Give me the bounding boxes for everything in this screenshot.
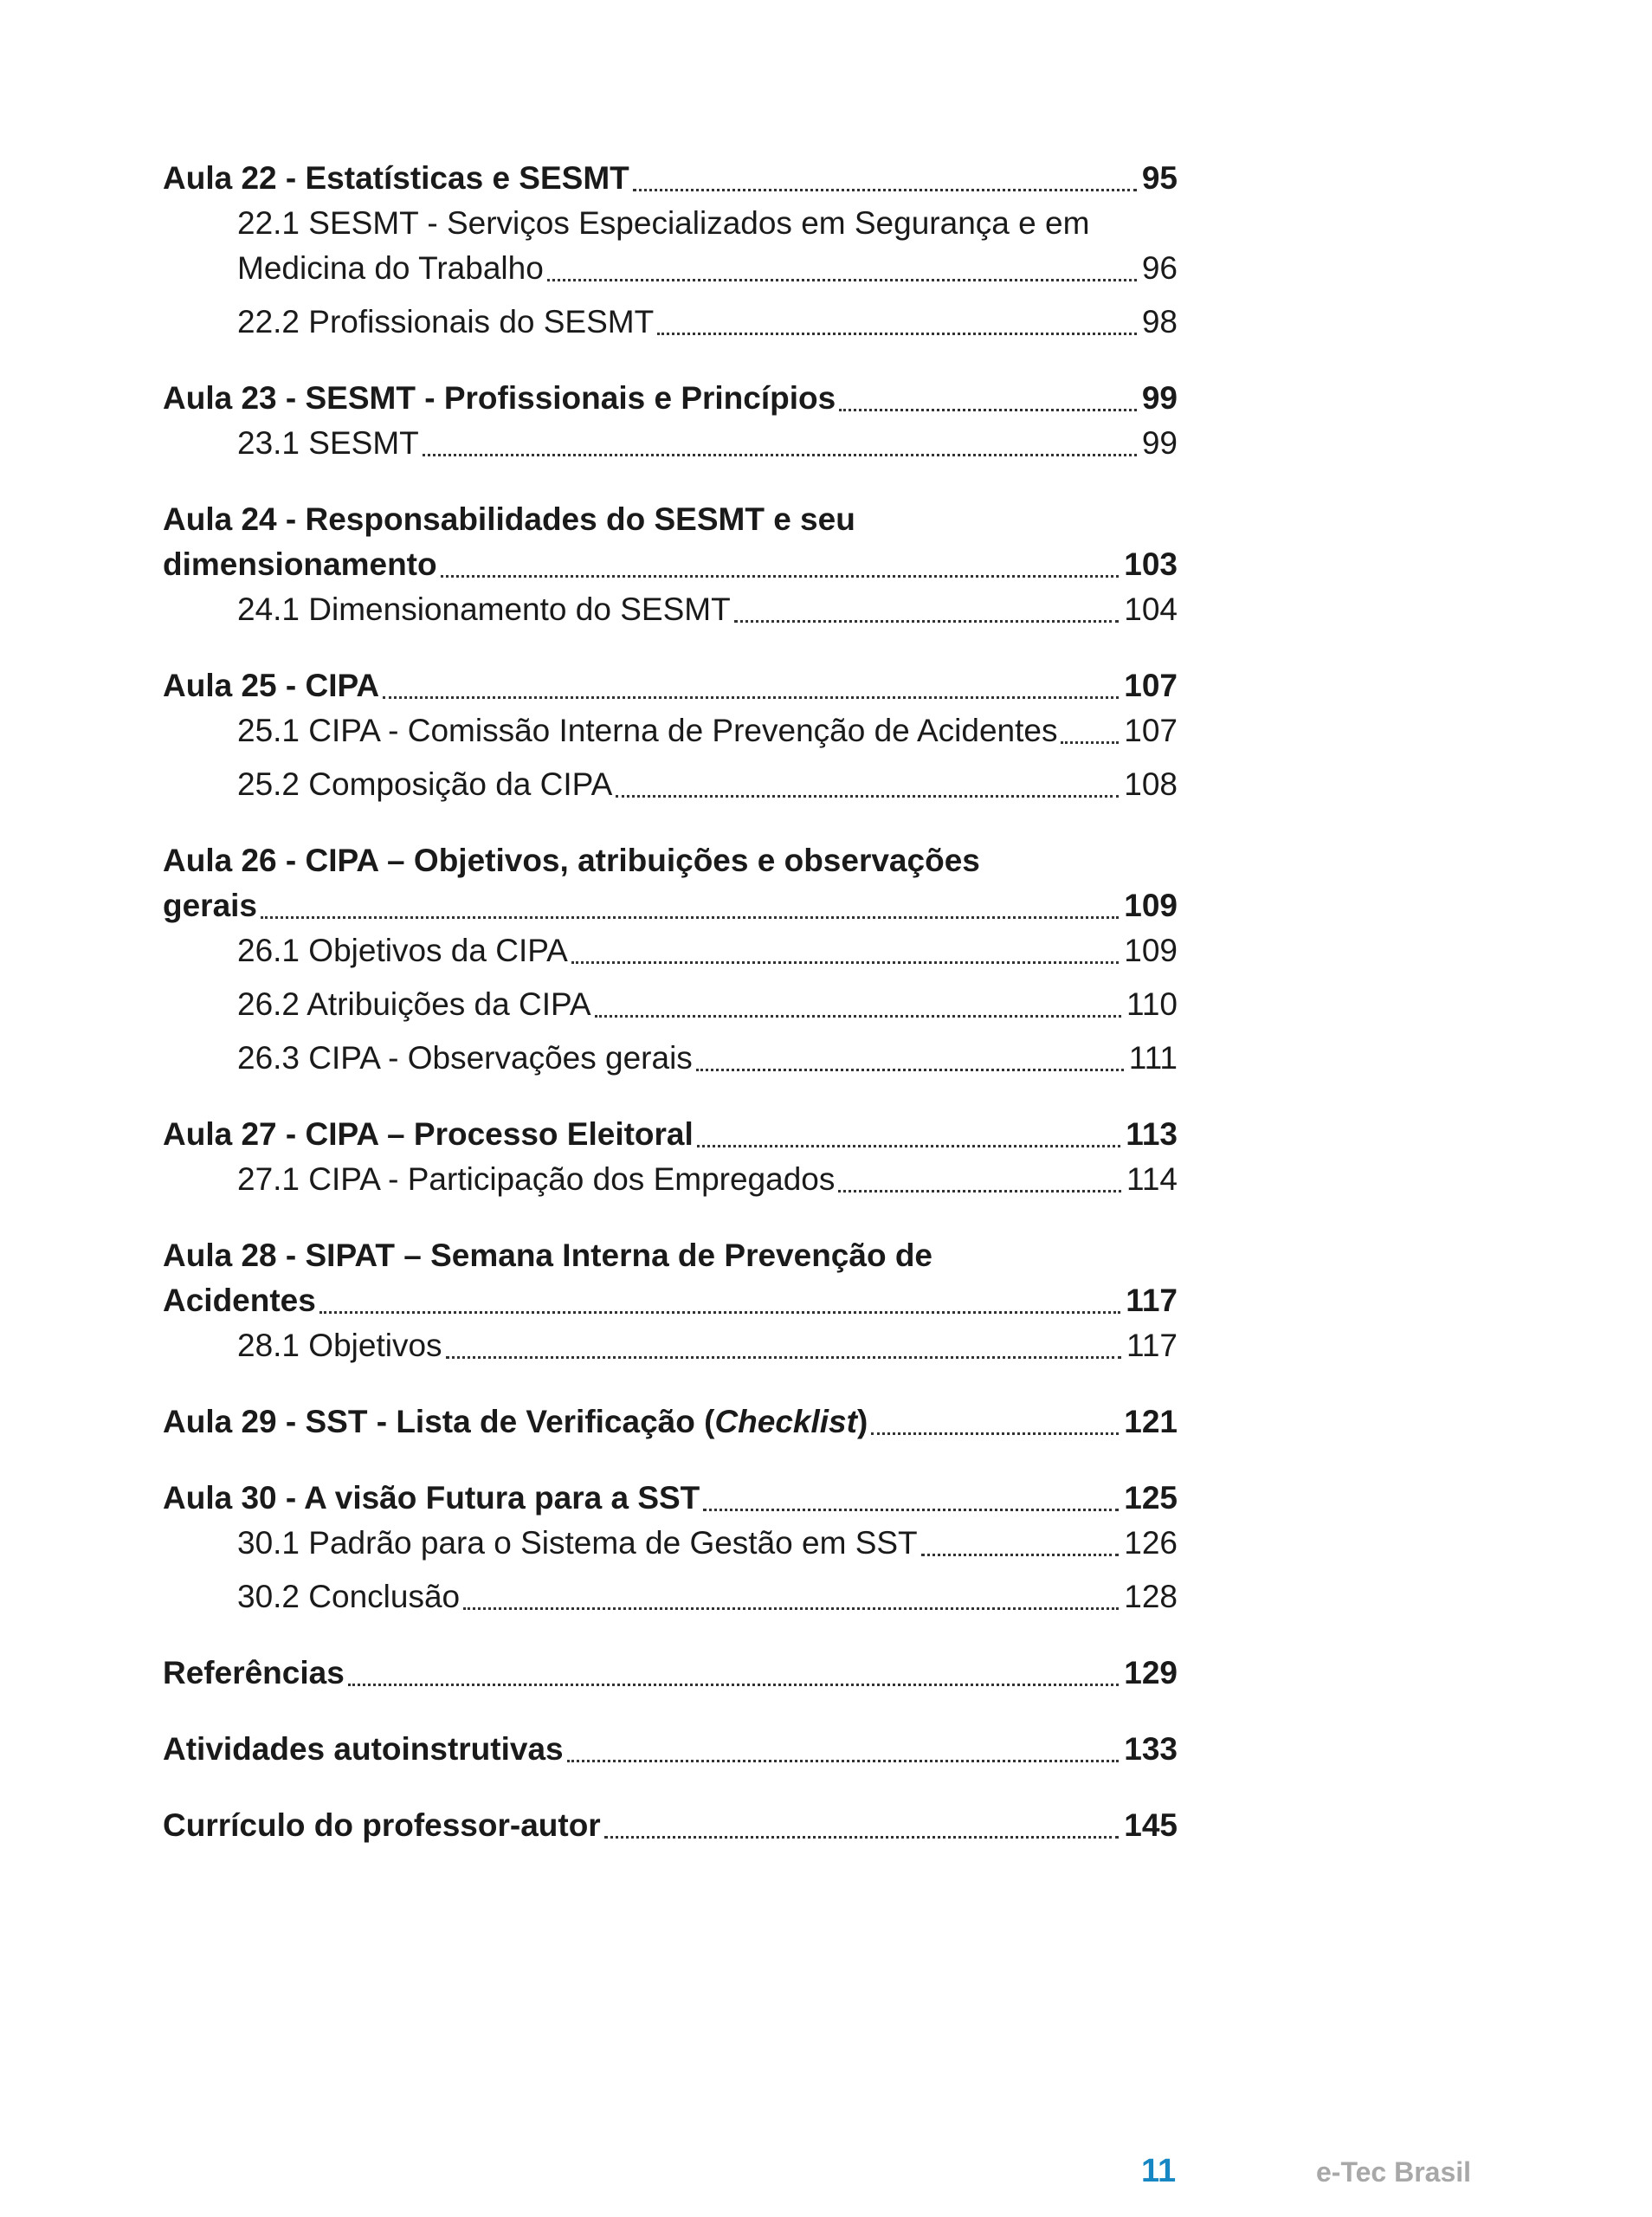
toc-chapter bbox=[163, 1727, 1178, 1772]
chapter-page: 95 bbox=[1141, 160, 1178, 196]
chapter-title bbox=[163, 1476, 700, 1521]
section-title: 26.2 Atribuições da CIPA bbox=[237, 986, 591, 1022]
dot-leader bbox=[463, 1607, 1119, 1610]
dot-leader bbox=[319, 1311, 1120, 1314]
dot-leader bbox=[871, 1432, 1119, 1435]
section-title: 25.1 CIPA - Comissão Interna de Prevenção de Acidentes bbox=[237, 713, 1058, 748]
toc-section-entry[interactable] bbox=[163, 1521, 1178, 1566]
chapter-page: 133 bbox=[1124, 1731, 1178, 1767]
chapter-page: 117 bbox=[1126, 1283, 1178, 1318]
dot-leader bbox=[633, 189, 1137, 191]
toc-chapter bbox=[163, 1651, 1178, 1696]
chapter-title bbox=[163, 1399, 868, 1445]
section-title: 25.2 Composição da CIPA bbox=[237, 766, 613, 802]
dot-leader bbox=[734, 620, 1120, 623]
section-title: Medicina do Trabalho bbox=[237, 250, 544, 286]
chapter-title bbox=[163, 883, 257, 928]
footer-brand: e-Tec Brasil bbox=[1316, 2156, 1472, 2188]
toc-chapter bbox=[163, 156, 1178, 345]
section-page: 110 bbox=[1126, 986, 1178, 1022]
section-title: 26.1 Objetivos da CIPA bbox=[237, 933, 568, 968]
section-page: 104 bbox=[1124, 591, 1178, 627]
section-page: 128 bbox=[1124, 1579, 1178, 1614]
toc-section-entry[interactable] bbox=[163, 587, 1178, 632]
chapter-title-text: Aula 29 - SST - Lista de Verificação ( bbox=[163, 1404, 715, 1439]
toc-chapter bbox=[163, 1233, 1178, 1368]
section-title: 22.2 Profissionais do SESMT bbox=[237, 304, 655, 339]
dot-leader bbox=[697, 1145, 1121, 1147]
toc-chapter-entry[interactable] bbox=[163, 376, 1178, 421]
section-page: 114 bbox=[1126, 1161, 1178, 1197]
toc-chapter-entry[interactable] bbox=[163, 1476, 1178, 1521]
chapter-title bbox=[163, 376, 836, 421]
dot-leader bbox=[348, 1684, 1119, 1686]
dot-leader bbox=[921, 1554, 1120, 1556]
chapter-title bbox=[163, 156, 629, 201]
chapter-title-text: Aula 23 - SESMT - Profissionais e Princípios bbox=[163, 380, 836, 416]
dot-leader bbox=[839, 409, 1137, 411]
section-title-line: 22.1 SESMT - Serviços Especializados em Segurança e em bbox=[237, 205, 1090, 241]
section-title: 30.2 Conclusão bbox=[237, 1579, 461, 1614]
chapter-title-text: Aula 22 - Estatísticas e SESMT bbox=[163, 160, 629, 196]
toc-chapter-entry[interactable] bbox=[163, 1399, 1178, 1445]
chapter-title-suffix: ) bbox=[856, 1404, 868, 1439]
chapter-page: 103 bbox=[1124, 546, 1178, 582]
chapter-title-text: Acidentes bbox=[163, 1283, 316, 1318]
dot-leader bbox=[261, 916, 1119, 919]
toc-chapter-entry[interactable] bbox=[163, 1278, 1178, 1323]
chapter-title-text: Aula 27 - CIPA – Processo Eleitoral bbox=[163, 1116, 694, 1152]
table-of-contents bbox=[163, 156, 1178, 1879]
chapter-title bbox=[163, 1803, 601, 1848]
toc-section-entry[interactable] bbox=[163, 982, 1178, 1027]
chapter-title-text: gerais bbox=[163, 888, 258, 923]
toc-chapter-entry[interactable] bbox=[163, 1651, 1178, 1696]
chapter-title bbox=[163, 542, 437, 587]
toc-chapter bbox=[163, 376, 1178, 466]
dot-leader bbox=[446, 1356, 1121, 1359]
chapter-title bbox=[163, 1651, 345, 1696]
section-page: 96 bbox=[1141, 250, 1178, 286]
toc-section-entry[interactable] bbox=[163, 708, 1178, 753]
toc-section-entry[interactable] bbox=[163, 1323, 1178, 1368]
toc-chapter bbox=[163, 838, 1178, 1081]
dot-leader bbox=[567, 1760, 1120, 1762]
chapter-title-text: Atividades autoinstrutivas bbox=[163, 1731, 564, 1767]
dot-leader bbox=[423, 454, 1137, 456]
toc-chapter bbox=[163, 1803, 1178, 1848]
toc-section-entry[interactable] bbox=[163, 1574, 1178, 1619]
chapter-title bbox=[163, 1727, 564, 1772]
toc-chapter-entry[interactable] bbox=[163, 663, 1178, 708]
chapter-title-line: Aula 24 - Responsabilidades do SESMT e seu bbox=[163, 501, 855, 537]
toc-chapter bbox=[163, 1399, 1178, 1445]
section-title: 23.1 SESMT bbox=[237, 425, 419, 461]
dot-leader bbox=[616, 795, 1119, 798]
toc-chapter-entry[interactable] bbox=[163, 1112, 1178, 1157]
chapter-title-line: Aula 26 - CIPA – Objetivos, atribuições e observações bbox=[163, 843, 980, 878]
dot-leader bbox=[441, 575, 1120, 578]
section-page: 126 bbox=[1124, 1525, 1178, 1561]
section-title: 26.3 CIPA - Observações gerais bbox=[237, 1040, 693, 1076]
dot-leader bbox=[595, 1015, 1121, 1018]
section-page: 111 bbox=[1128, 1040, 1178, 1076]
chapter-title-text: Aula 25 - CIPA bbox=[163, 668, 380, 703]
toc-section-entry[interactable] bbox=[163, 246, 1178, 291]
dot-leader bbox=[571, 961, 1119, 964]
toc-section-entry[interactable] bbox=[163, 421, 1178, 466]
chapter-page: 145 bbox=[1124, 1807, 1178, 1843]
chapter-page: 99 bbox=[1141, 380, 1178, 416]
toc-section-entry[interactable] bbox=[163, 1157, 1178, 1202]
section-page: 99 bbox=[1141, 425, 1178, 461]
section-page: 107 bbox=[1124, 713, 1178, 748]
toc-chapter-entry[interactable] bbox=[163, 1803, 1178, 1848]
chapter-title-italic: Checklist bbox=[714, 1404, 857, 1439]
chapter-title-line: Aula 28 - SIPAT – Semana Interna de Prevenção de bbox=[163, 1238, 933, 1273]
chapter-page: 113 bbox=[1126, 1116, 1178, 1152]
toc-chapter bbox=[163, 1112, 1178, 1202]
toc-section-entry[interactable] bbox=[163, 1036, 1178, 1081]
dot-leader bbox=[383, 696, 1119, 699]
toc-chapter-entry[interactable] bbox=[163, 542, 1178, 587]
section-title: 30.1 Padrão para o Sistema de Gestão em SST bbox=[237, 1525, 918, 1561]
toc-chapter-entry[interactable] bbox=[163, 883, 1178, 928]
chapter-page: 129 bbox=[1124, 1655, 1178, 1690]
dot-leader bbox=[1061, 741, 1119, 744]
toc-chapter bbox=[163, 1476, 1178, 1619]
page-number: 11 bbox=[1141, 2153, 1177, 2189]
dot-leader bbox=[657, 333, 1137, 335]
section-page: 109 bbox=[1124, 933, 1178, 968]
chapter-page: 107 bbox=[1124, 668, 1178, 703]
toc-chapter-entry[interactable] bbox=[163, 156, 1178, 201]
toc-section-entry[interactable] bbox=[163, 928, 1178, 973]
toc-chapter-entry[interactable] bbox=[163, 1727, 1178, 1772]
chapter-page: 125 bbox=[1124, 1480, 1178, 1516]
chapter-title bbox=[163, 1278, 316, 1323]
dot-leader bbox=[547, 279, 1137, 281]
toc-chapter bbox=[163, 663, 1178, 807]
toc-section-entry[interactable] bbox=[163, 300, 1178, 345]
chapter-title-text: dimensionamento bbox=[163, 546, 437, 582]
chapter-title bbox=[163, 1112, 694, 1157]
section-title: 27.1 CIPA - Participação dos Empregados bbox=[237, 1161, 836, 1197]
section-title: 28.1 Objetivos bbox=[237, 1328, 442, 1363]
chapter-page: 121 bbox=[1124, 1404, 1178, 1439]
chapter-page: 109 bbox=[1124, 888, 1178, 923]
section-page: 108 bbox=[1124, 766, 1178, 802]
dot-leader bbox=[604, 1836, 1120, 1839]
section-page: 117 bbox=[1126, 1328, 1178, 1363]
toc-section-entry[interactable] bbox=[163, 762, 1178, 807]
section-page: 98 bbox=[1141, 304, 1178, 339]
dot-leader bbox=[696, 1069, 1124, 1071]
chapter-title-text: Referências bbox=[163, 1655, 345, 1690]
dot-leader bbox=[703, 1509, 1119, 1511]
chapter-title-text: Aula 30 - A visão Futura para a SST bbox=[163, 1480, 700, 1516]
toc-chapter bbox=[163, 497, 1178, 632]
chapter-title bbox=[163, 663, 379, 708]
dot-leader bbox=[838, 1190, 1121, 1193]
section-title: 24.1 Dimensionamento do SESMT bbox=[237, 591, 731, 627]
chapter-title-text: Currículo do professor-autor bbox=[163, 1807, 601, 1843]
